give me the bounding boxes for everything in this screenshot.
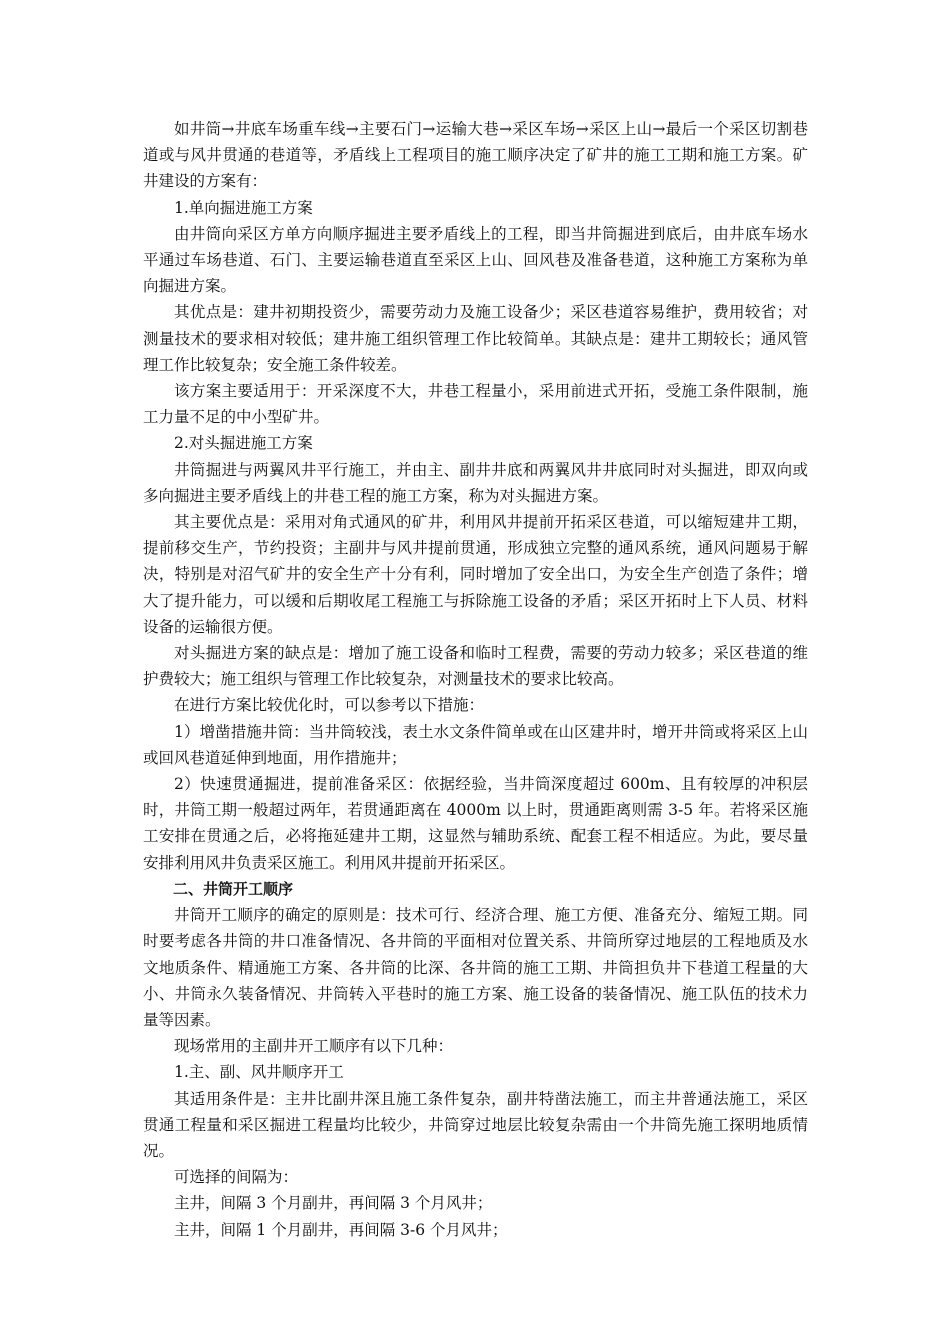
paragraph: 其主要优点是：采用对角式通风的矿井，利用风井提前开拓采区巷道，可以缩短建井工期，提前移交生产，节约投资；主副井与风井提前贯通，形成独立完整的通风系统，通风问题易于解决，特别是对沼气矿井的安全生产十分有利，同时增加了安全出口，为安全生产创造了条件；增大了提升能力，可以缓和后期收尾工程施工与拆除施工设备的矛盾；采区开拓时上下人员、材料设备的运输很方便。 [143, 513, 808, 636]
list-item: 1）增凿措施井筒：当井筒较浅，表土水文条件简单或在山区建井时，增开井筒或将采区上山或回风巷道延伸到地面，用作措施井； [143, 722, 808, 767]
paragraph: 如井筒→井底车场重车线→主要石门→运输大巷→采区车场→采区上山→最后一个采区切割巷道或与风井贯通的巷道等，矛盾线上工程项目的施工顺序决定了矿井的施工工期和施工方案。矿井建设的方案有： [143, 120, 808, 191]
list-item: 主井，间隔 3 个月副井，再间隔 3 个月风井； [174, 1194, 493, 1213]
section-heading: 二、井筒开工顺序 [173, 879, 294, 898]
paragraph: 现场常用的主副井开工顺序有以下几种： [174, 1037, 454, 1056]
list-item: 2）快速贯通掘进，提前准备采区：依据经验，当井筒深度超过 600m、且有较厚的冲积层时，井筒工期一般超过两年，若贯通距离在 4000m 以上时，贯通距离则需 3-5 年。若将采区施工安排在贯通之后，必将拖延建井工期，这显然与辅助系统、配套工程不相适应。为此，要尽量安排利用风井负责采区施工。利用风井提前开拓采区。 [143, 775, 808, 872]
paragraph: 井筒掘进与两翼风井平行施工，并由主、副井井底和两翼风井井底同时对头掘进，即双向或多向掘进主要矛盾线上的井巷工程的施工方案，称为对头掘进方案。 [143, 460, 808, 505]
paragraph: 其适用条件是：主井比副井深且施工条件复杂，副井特凿法施工，而主井普通法施工，采区贯通工程量和采区掘进工程量均比较少，井筒穿过地层比较复杂需由一个井筒先施工探明地质情况。 [143, 1089, 808, 1160]
subheading-opposite-driving: 2.对头掘进施工方案 [174, 434, 313, 453]
paragraph: 在进行方案比较优化时，可以参考以下措施： [174, 696, 485, 715]
document-page [143, 116, 808, 1243]
list-item: 主井，间隔 1 个月副井，再间隔 3-6 个月风井； [174, 1220, 508, 1239]
subheading-one-way: 1.单向掘进施工方案 [174, 198, 313, 217]
paragraph: 由井筒向采区方单方向顺序掘进主要矛盾线上的工程，即当井筒掘进到底后，由井底车场水平通过车场巷道、石门、主要运输巷道直至采区上山、回风巷及准备巷道，这种施工方案称为单向掘进方案。 [143, 224, 808, 296]
paragraph: 该方案主要适用于：开采深度不大，井巷工程量小，采用前进式开拓，受施工条件限制，施工力量不足的中小型矿井。 [143, 382, 808, 427]
paragraph: 其优点是：建井初期投资少，需要劳动力及施工设备少；采区巷道容易维护，费用较省；对测量技术的要求相对较低；建井施工组织管理工作比较简单。其缺点是：建井工期较长；通风管理工作比较复杂；安全施工条件较差。 [143, 303, 808, 374]
paragraph: 可选择的间隔为： [174, 1168, 299, 1187]
subheading-sequence: 1.主、副、风井顺序开工 [174, 1063, 344, 1082]
paragraph: 对头掘进方案的缺点是：增加了施工设备和临时工程费，需要的劳动力较多；采区巷道的维护费较大；施工组织与管理工作比较复杂，对测量技术的要求比较高。 [143, 644, 808, 689]
paragraph: 井筒开工顺序的确定的原则是：技术可行、经济合理、施工方便、准备充分、缩短工期。同时要考虑各井筒的井口准备情况、各井筒的平面相对位置关系、井筒所穿过地层的工程地质及水文地质条件、精通施工方案、各井筒的比深、各井筒的施工工期、井筒担负井下巷道工程量的大小、井筒永久装备情况、井筒转入平巷时的施工方案、施工设备的装备情况、施工队伍的技术力量等因素。 [143, 906, 808, 1029]
